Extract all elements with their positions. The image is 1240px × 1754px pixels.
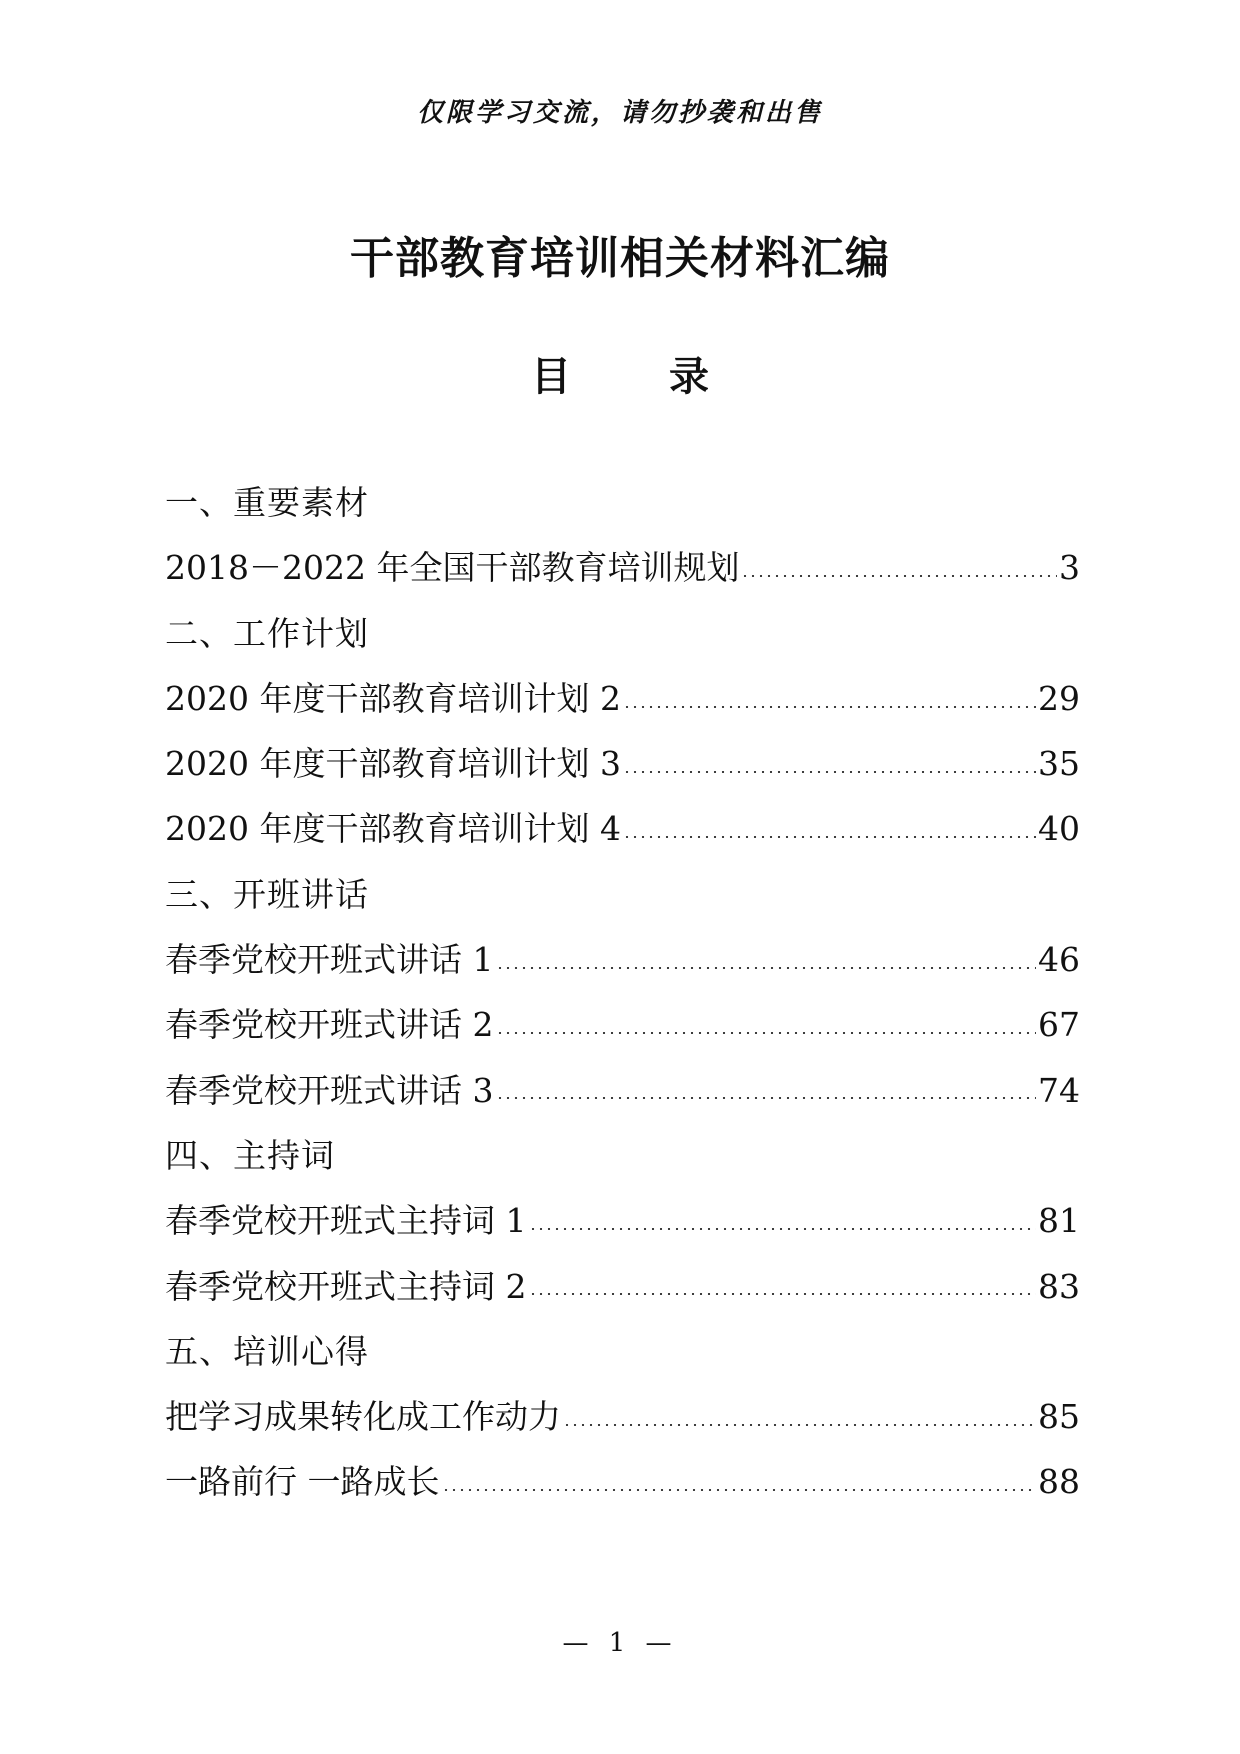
dot-leader xyxy=(623,836,1036,838)
toc-section-heading xyxy=(165,1319,1080,1384)
header-disclaimer: 仅限学习交流，请勿抄袭和出售 xyxy=(416,98,823,128)
toc-entry[interactable] xyxy=(165,1449,1080,1514)
entry-title: 春季党校开班式讲话 3 xyxy=(165,1070,494,1110)
section-label: 二、工作计划 xyxy=(165,613,369,653)
entry-title: 春季党校开班式主持词 2 xyxy=(165,1266,527,1306)
dot-leader xyxy=(496,1097,1037,1099)
entry-page-number: 88 xyxy=(1038,1462,1080,1502)
entry-page-number: 3 xyxy=(1059,548,1080,588)
dot-leader xyxy=(741,575,1057,577)
dot-leader xyxy=(563,1424,1036,1426)
dot-leader xyxy=(529,1228,1037,1230)
document-title: 干部教育培训相关材料汇编 xyxy=(350,233,890,284)
entry-page-number: 74 xyxy=(1038,1070,1080,1110)
toc-entry[interactable] xyxy=(165,1188,1080,1253)
toc-entry[interactable] xyxy=(165,796,1080,861)
entry-page-number: 81 xyxy=(1038,1201,1080,1241)
dot-leader xyxy=(529,1293,1037,1295)
toc-section-heading xyxy=(165,601,1080,666)
entry-title: 春季党校开班式主持词 1 xyxy=(165,1201,527,1241)
toc-entry[interactable] xyxy=(165,535,1080,600)
table-of-contents xyxy=(165,470,1080,1515)
entry-title: 春季党校开班式讲话 1 xyxy=(165,940,494,980)
entry-title: 2020 年度干部教育培训计划 3 xyxy=(165,744,621,784)
section-label: 四、主持词 xyxy=(165,1135,335,1175)
entry-page-number: 85 xyxy=(1038,1397,1080,1437)
dot-leader xyxy=(442,1489,1037,1491)
entry-title: 一路前行 一路成长 xyxy=(165,1462,440,1502)
toc-entry[interactable] xyxy=(165,731,1080,796)
entry-page-number: 40 xyxy=(1038,809,1080,849)
toc-section-heading xyxy=(165,1123,1080,1188)
toc-entry[interactable] xyxy=(165,1384,1080,1449)
dot-leader xyxy=(623,706,1036,708)
toc-entry[interactable] xyxy=(165,666,1080,731)
entry-title: 2020 年度干部教育培训计划 4 xyxy=(165,809,621,849)
dot-leader xyxy=(623,771,1036,773)
entry-title: 把学习成果转化成工作动力 xyxy=(165,1397,561,1437)
toc-entry[interactable] xyxy=(165,1254,1080,1319)
entry-page-number: 83 xyxy=(1038,1266,1080,1306)
page-number: — 1 — xyxy=(562,1628,678,1658)
section-label: 五、培训心得 xyxy=(165,1331,369,1371)
entry-title: 2020 年度干部教育培训计划 2 xyxy=(165,678,621,718)
entry-title: 春季党校开班式讲话 2 xyxy=(165,1005,494,1045)
section-label: 三、开班讲话 xyxy=(165,874,369,914)
toc-entry[interactable] xyxy=(165,927,1080,992)
entry-title: 2018－2022 年全国干部教育培训规划 xyxy=(165,548,740,588)
entry-page-number: 29 xyxy=(1038,678,1080,718)
toc-heading: 目 录 xyxy=(531,353,751,400)
entry-page-number: 46 xyxy=(1038,940,1080,980)
dot-leader xyxy=(496,967,1037,969)
dot-leader xyxy=(496,1032,1037,1034)
entry-page-number: 67 xyxy=(1038,1005,1080,1045)
section-label: 一、重要素材 xyxy=(165,483,369,522)
entry-page-number: 35 xyxy=(1038,744,1080,784)
toc-entry[interactable] xyxy=(165,1058,1080,1123)
toc-entry[interactable] xyxy=(165,992,1080,1057)
toc-section-heading xyxy=(165,862,1080,927)
toc-section-heading xyxy=(165,470,1080,535)
